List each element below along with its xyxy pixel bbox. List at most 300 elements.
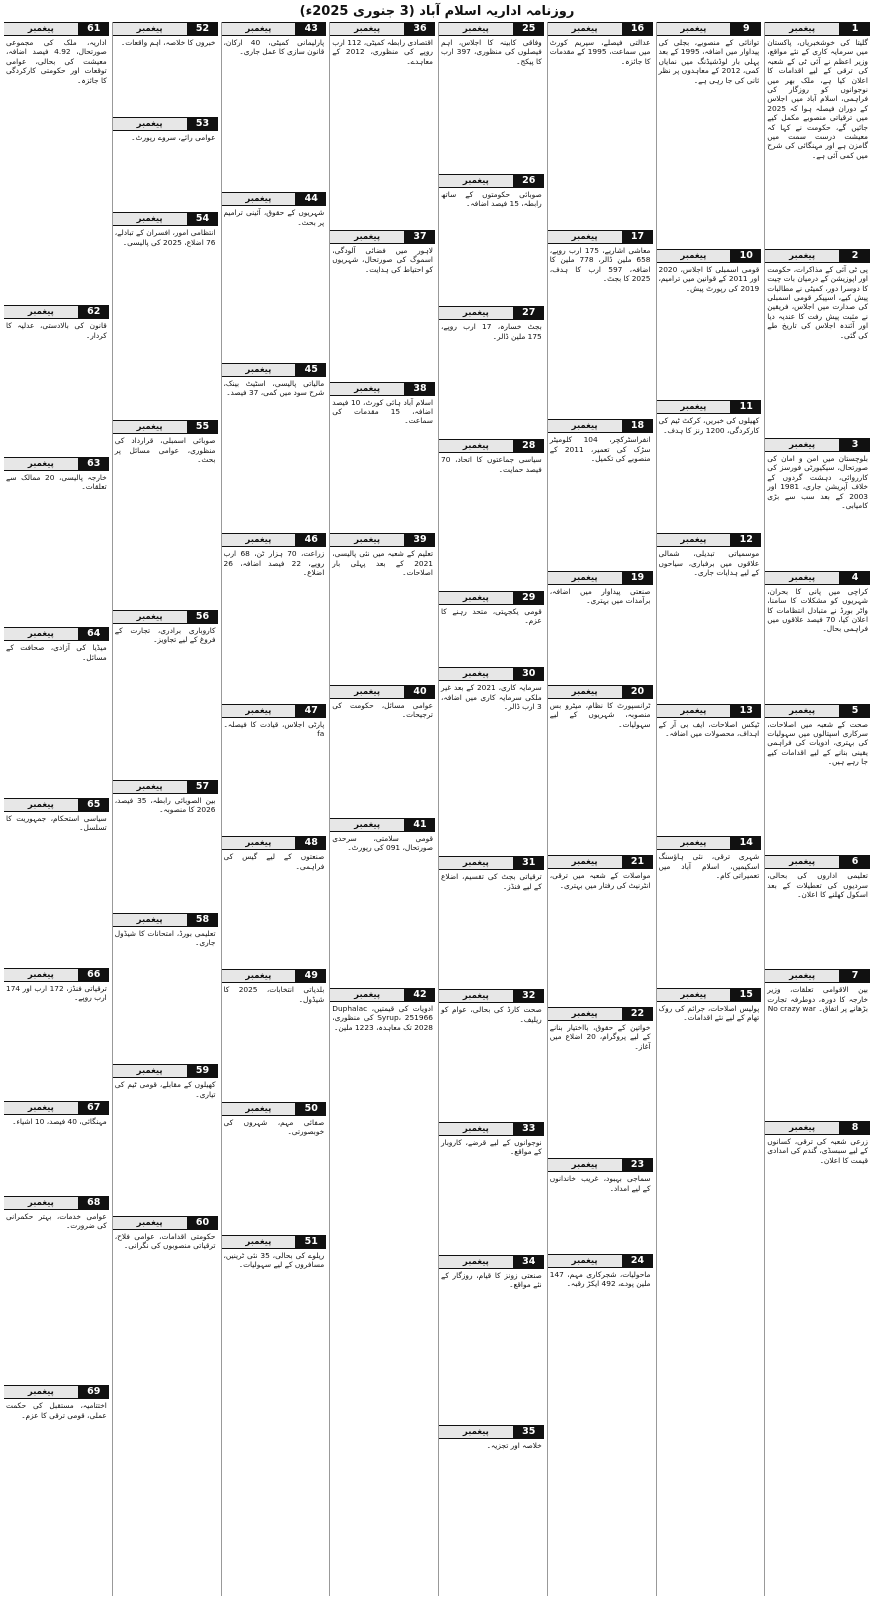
item-body-text: عوامی مسائل، حکومت کی ترجیحات۔ — [332, 700, 433, 720]
item-label: پیغمبر — [222, 192, 297, 206]
item-body-text: سرمایہ کاری، 2021 کے بعد غیر ملکی سرمایہ کاری میں اضافہ، 3 ارب ڈالر۔ — [441, 683, 542, 711]
item-label: پیغمبر — [4, 457, 79, 471]
item-number: 18 — [623, 419, 653, 433]
item-body-text: خلاصہ اور تجزیہ۔ — [486, 1441, 542, 1451]
item-label: پیغمبر — [439, 989, 514, 1003]
item-header — [330, 382, 435, 396]
news-item — [657, 988, 762, 1136]
news-item — [4, 457, 109, 623]
news-item — [330, 230, 435, 378]
news-item — [439, 856, 544, 985]
item-number: 11 — [731, 400, 761, 414]
news-item — [330, 533, 435, 681]
item-label: پیغمبر — [439, 1425, 514, 1439]
item-number: 57 — [188, 780, 218, 794]
news-item — [222, 1102, 327, 1231]
item-number: 25 — [514, 22, 544, 36]
item-label: پیغمبر — [657, 704, 732, 718]
item-label: پیغمبر — [765, 438, 840, 452]
item-body-text: کاروباری برادری، تجارت کے فروغ کے لیے تجاویز۔ — [114, 625, 216, 644]
item-body-text: عدالتی فیصلے، سپریم کورٹ میں سماعت، 1995 کے مقدمات کا جائزہ۔ — [549, 38, 651, 66]
column — [438, 22, 544, 1596]
news-item — [548, 1254, 653, 1383]
news-item — [439, 174, 544, 303]
item-body-text: ماحولیات، شجرکاری مہم، 147 ملین پودے، 492 ایکڑ رقبہ۔ — [549, 1269, 651, 1288]
item-number: 59 — [188, 1064, 218, 1078]
news-item — [4, 1101, 109, 1192]
item-header — [765, 571, 870, 585]
news-item — [113, 22, 218, 113]
item-header — [548, 1158, 653, 1172]
item-number: 14 — [731, 836, 761, 850]
news-item — [765, 249, 870, 434]
item-label: پیغمبر — [113, 1216, 188, 1230]
news-item — [657, 533, 762, 699]
item-header — [765, 438, 870, 452]
item-header — [548, 419, 653, 433]
item-number: 5 — [840, 704, 870, 718]
item-number: 10 — [731, 249, 761, 263]
item-label: پیغمبر — [330, 818, 405, 832]
news-item — [330, 988, 435, 1211]
news-item — [765, 22, 870, 245]
item-label: پیغمبر — [4, 1385, 79, 1399]
news-item — [657, 836, 762, 984]
item-label: پیغمبر — [657, 533, 732, 547]
item-number: 3 — [840, 438, 870, 452]
item-number: 37 — [405, 230, 435, 244]
item-body-text: میڈیا کی آزادی، صحافت کے مسائل۔ — [6, 643, 107, 662]
item-body-text: اختتامیہ، مستقبل کی حکمت عملی، قومی ترقی کا عزم۔ — [6, 1401, 107, 1420]
item-header — [113, 1216, 218, 1230]
item-label: پیغمبر — [765, 249, 840, 263]
item-label: پیغمبر — [4, 22, 79, 36]
news-item — [222, 22, 327, 188]
column — [112, 22, 218, 1596]
item-number: 48 — [296, 836, 326, 850]
item-body-text: بین الاقوامی تعلقات، وزیر خارجہ کا دورہ، دوطرفہ تجارت بڑھانے پر اتفاق۔ No crazy war — [767, 985, 868, 1013]
news-item — [657, 400, 762, 529]
column — [764, 22, 870, 1596]
news-item — [439, 989, 544, 1118]
item-label: پیغمبر — [330, 988, 405, 1002]
item-header — [657, 836, 762, 850]
item-body-text: بلوچستان میں امن و امان کی صورتحال، سیکیورٹی فورسز کی کارروائی، دہشت گردوں کے خلاف آپریشن جاری، 1981 اور 2003 کے بعد سب سے بڑی کامیابی۔ — [767, 453, 868, 511]
item-label: پیغمبر — [765, 22, 840, 36]
item-number: 62 — [79, 305, 109, 319]
news-item — [4, 305, 109, 453]
item-header — [4, 22, 109, 36]
item-label: پیغمبر — [548, 230, 623, 244]
item-body-text: بین الصوبائی رابطہ، 35 فیصد، 2026 کا منصوبہ۔ — [114, 795, 216, 815]
news-item — [548, 855, 653, 1003]
item-number: 29 — [514, 591, 544, 605]
item-number: 42 — [405, 988, 435, 1002]
item-header — [765, 22, 870, 36]
item-header — [113, 117, 218, 131]
item-body-text: عوامی خدمات، بہتر حکمرانی کی ضرورت۔ — [6, 1211, 107, 1231]
item-header — [4, 305, 109, 319]
item-number: 60 — [188, 1216, 218, 1230]
item-number: 64 — [79, 627, 109, 641]
item-label: پیغمبر — [548, 1007, 623, 1021]
news-item — [548, 419, 653, 567]
news-item — [657, 22, 762, 245]
news-item — [765, 438, 870, 567]
news-item — [439, 1122, 544, 1251]
item-body-text: شہریوں کے حقوق، آئینی ترامیم پر بحث۔ — [223, 208, 325, 227]
item-header — [439, 1425, 544, 1439]
item-body-text: وفاقی کابینہ کا اجلاس، اہم فیصلوں کی منظوری، 397 ارب کا پیکج۔ — [441, 38, 542, 66]
item-body-text: سماجی بہبود، غریب خاندانوں کے لیے امداد۔ — [549, 1174, 651, 1193]
news-item — [548, 571, 653, 681]
news-item — [548, 22, 653, 226]
item-body-text: صوبائی حکومتوں کے ساتھ رابطہ، 15 فیصد اضافہ۔ — [441, 189, 542, 208]
item-number: 41 — [405, 818, 435, 832]
news-item — [439, 439, 544, 587]
item-header — [548, 855, 653, 869]
item-number: 54 — [188, 212, 218, 226]
news-item — [222, 533, 327, 699]
item-number: 39 — [405, 533, 435, 547]
item-header — [765, 1121, 870, 1135]
item-number: 58 — [188, 913, 218, 927]
item-number: 23 — [623, 1158, 653, 1172]
item-number: 4 — [840, 571, 870, 585]
item-body-text: موسمیاتی تبدیلی، شمالی علاقوں میں برفباری، سیاحوں کے لیے ہدایات جاری۔ — [658, 549, 760, 577]
item-number: 30 — [514, 667, 544, 681]
item-label: پیغمبر — [657, 249, 732, 263]
item-body-text: صفائی مہم، شہروں کی خوبصورتی۔ — [223, 1117, 325, 1137]
item-number: 45 — [296, 363, 326, 377]
item-number: 22 — [623, 1007, 653, 1021]
item-header — [657, 533, 762, 547]
item-header — [4, 1101, 109, 1115]
news-item — [222, 704, 327, 833]
item-body-text: پارلیمانی کمیٹی، 40 ارکان، قانون سازی کا عمل جاری۔ — [223, 38, 325, 57]
item-label: پیغمبر — [222, 704, 297, 718]
item-number: 38 — [405, 382, 435, 396]
item-body-text: زراعت، 70 ہزار ٹن، 68 ارب روپے، 22 فیصد اضافہ، 26 اضلاع۔ — [223, 549, 325, 577]
item-header — [330, 818, 435, 832]
item-label: پیغمبر — [657, 22, 732, 36]
item-body-text: صنعتی پیداوار میں اضافہ، برآمدات میں بہتری۔ — [549, 586, 651, 606]
column — [547, 22, 653, 1596]
item-body-text: تعلیم کے شعبہ میں نئی پالیسی، 2021 کے بعد پہلی بار اصلاحات۔ — [332, 549, 433, 577]
item-body-text: صحت کے شعبہ میں اصلاحات، سرکاری اسپتالوں میں سہولیات کی بہتری، ادویات کی فراہمی یقینی بنانے کے لیے اقدامات کیے جا رہے ہیں۔ — [767, 719, 868, 767]
item-body-text: سیاسی جماعتوں کا اتحاد، 70 فیصد حمایت۔ — [441, 455, 542, 474]
item-label: پیغمبر — [548, 685, 623, 699]
item-body-text: انفراسٹرکچر، 104 کلومیٹر سڑک کی تعمیر، 2011 کے منصوبے کی تکمیل۔ — [549, 435, 651, 463]
item-label: پیغمبر — [765, 969, 840, 983]
item-number: 49 — [296, 969, 326, 983]
item-number: 6 — [840, 855, 870, 869]
item-label: پیغمبر — [222, 969, 297, 983]
item-body-text: قومی سلامتی، سرحدی صورتحال، 091 کی رپورٹ۔ — [332, 833, 433, 852]
item-body-text: لاہور میں فضائی آلودگی، اسموگ کی صورتحال، شہریوں کو احتیاط کی ہدایت۔ — [332, 246, 433, 274]
item-label: پیغمبر — [765, 855, 840, 869]
item-body-text: صنعتی زونز کا قیام، روزگار کے نئے مواقع۔ — [441, 1270, 542, 1290]
item-body-text: نوجوانوں کے لیے قرضے، کاروبار کے مواقع۔ — [441, 1137, 542, 1157]
item-header — [113, 780, 218, 794]
item-body-text: تعلیمی بورڈ، امتحانات کا شیڈول جاری۔ — [114, 928, 216, 948]
news-item — [222, 363, 327, 529]
item-header — [4, 1196, 109, 1210]
item-header — [330, 988, 435, 1002]
item-number: 28 — [514, 439, 544, 453]
news-item — [765, 571, 870, 700]
item-body-text: خبروں کا خلاصہ، اہم واقعات۔ — [120, 38, 216, 47]
item-label: پیغمبر — [222, 1235, 297, 1249]
item-body-text: معاشی اشاریے، 175 ارب روپے، 658 ملین ڈالر، 778 ملین کا اضافہ، 597 ارب کا ہدف، 2025 کا بجٹ۔ — [549, 246, 651, 284]
news-item — [113, 610, 218, 776]
item-number: 15 — [731, 988, 761, 1002]
item-label: پیغمبر — [330, 230, 405, 244]
news-item — [113, 420, 218, 605]
item-number: 19 — [623, 571, 653, 585]
news-item — [765, 704, 870, 852]
item-number: 8 — [840, 1121, 870, 1135]
item-body-text: بلدیاتی انتخابات، 2025 کا شیڈول۔ — [223, 985, 325, 1004]
news-item — [765, 1121, 870, 1269]
news-item — [657, 704, 762, 833]
item-number: 16 — [623, 22, 653, 36]
item-number: 21 — [623, 855, 653, 869]
news-item — [439, 1255, 544, 1421]
item-header — [113, 22, 218, 36]
item-number: 67 — [79, 1101, 109, 1115]
item-number: 63 — [79, 457, 109, 471]
news-item — [657, 249, 762, 397]
item-number: 52 — [188, 22, 218, 36]
item-header — [330, 230, 435, 244]
item-body-text: ٹرانسپورٹ کا نظام، میٹرو بس منصوبہ، شہریوں کے لیے سہولیات۔ — [549, 700, 651, 729]
news-item — [113, 117, 218, 208]
item-body-text: صوبائی اسمبلی، قرارداد کی منظوری، عوامی مسائل پر بحث۔ — [114, 436, 216, 465]
item-label: پیغمبر — [113, 420, 188, 434]
item-header — [765, 855, 870, 869]
news-item — [439, 1425, 544, 1479]
item-header — [548, 1254, 653, 1268]
item-number: 1 — [840, 22, 870, 36]
item-label: پیغمبر — [765, 571, 840, 585]
item-label: پیغمبر — [330, 22, 405, 36]
item-number: 66 — [79, 968, 109, 982]
item-header — [330, 685, 435, 699]
item-body-text: سیاسی استحکام، جمہوریت کا تسلسل۔ — [6, 813, 107, 832]
item-number: 40 — [405, 685, 435, 699]
item-header — [439, 989, 544, 1003]
item-body-text: گلیتا کی خوشخبریاں، پاکستان میں سرمایہ کاری کے نئے مواقع، وزیر اعظم نے آئی ٹی کے شعبہ کی ترقی کے لیے اقدامات کا اعلان کیا ہے، ملک بھر میں نوجوانوں کو روزگار کی فراہمی، اسلام آباد میں اجلاس کے دوران فیصلہ ہوا کہ 2025 میں ترقیاتی منصوبے مکمل کیے جائیں گے، حکومت نے کہا کہ معیشت درست سمت میں گامزن ہے اور مہنگائی کی شرح میں کمی آئی ہے۔ — [767, 38, 868, 160]
item-number: 24 — [623, 1254, 653, 1268]
item-body-text: ترقیاتی بجٹ کی تقسیم، اضلاع کے لیے فنڈز۔ — [441, 872, 542, 891]
item-body-text: صنعتوں کے لیے گیس کی فراہمی۔ — [223, 852, 325, 871]
item-body-text: قانون کی بالادستی، عدلیہ کا کردار۔ — [6, 321, 107, 340]
item-body-text: پارٹی اجلاس، قیادت کا فیصلہ۔ fa — [223, 719, 325, 738]
item-header — [222, 704, 327, 718]
item-number: 17 — [623, 230, 653, 244]
item-header — [548, 571, 653, 585]
item-label: پیغمبر — [113, 913, 188, 927]
news-item — [222, 1235, 327, 1420]
item-header — [765, 704, 870, 718]
item-body-text: زرعی شعبہ کی ترقی، کسانوں کے لیے سبسڈی، گندم کی امدادی قیمت کا اعلان۔ — [767, 1136, 868, 1165]
item-header — [113, 913, 218, 927]
item-body-text: صحت کارڈ کی بحالی، عوام کو ریلیف۔ — [441, 1005, 542, 1024]
item-header — [439, 667, 544, 681]
item-header — [548, 1007, 653, 1021]
item-number: 27 — [514, 306, 544, 320]
item-body-text: قومی اسمبلی کا اجلاس، 2020 اور 2011 کے قوانین میں ترامیم، 2019 کی رپورٹ پیش۔ — [658, 264, 760, 293]
item-label: پیغمبر — [113, 212, 188, 226]
item-label: پیغمبر — [4, 627, 79, 641]
item-label: پیغمبر — [439, 439, 514, 453]
item-label: پیغمبر — [439, 591, 514, 605]
news-item — [113, 1216, 218, 1439]
column — [221, 22, 327, 1596]
item-header — [548, 230, 653, 244]
item-header — [330, 22, 435, 36]
column — [329, 22, 435, 1596]
item-body-text: اقتصادی رابطہ کمیٹی، 112 ارب روپے کی منظوری، 2012 کے معاہدے۔ — [332, 38, 434, 66]
item-body-text: کھیلوں کے مقابلے، قومی ٹیم کی تیاری۔ — [114, 1080, 216, 1099]
item-number: 35 — [514, 1425, 544, 1439]
item-body-text: ٹیکس اصلاحات، ایف بی آر کے اہداف، محصولات میں اضافہ۔ — [658, 719, 760, 738]
item-number: 2 — [840, 249, 870, 263]
news-item — [113, 212, 218, 416]
item-label: پیغمبر — [439, 306, 514, 320]
item-header — [222, 22, 327, 36]
item-number: 46 — [296, 533, 326, 547]
item-body-text: توانائی کے منصوبے، بجلی کی پیداوار میں اضافہ، 1995 کے بعد پہلی بار لوڈشیڈنگ میں نمایاں کمی، 2012 کے معاہدوں پر نظر ثانی کی جا رہی ہے۔ — [658, 38, 760, 85]
news-item — [330, 818, 435, 984]
news-item — [4, 1196, 109, 1381]
item-label: پیغمبر — [113, 1064, 188, 1078]
item-header — [657, 988, 762, 1002]
item-number: 32 — [514, 989, 544, 1003]
item-label: پیغمبر — [330, 533, 405, 547]
item-body-text: ترقیاتی فنڈز، 172 ارب اور 174 ارب روپے۔ — [6, 983, 107, 1003]
item-header — [765, 249, 870, 263]
item-header — [657, 249, 762, 263]
item-number: 43 — [296, 22, 326, 36]
item-label: پیغمبر — [4, 798, 79, 812]
item-body-text: حکومتی اقدامات، عوامی فلاح، ترقیاتی منصوبوں کی نگرانی۔ — [114, 1231, 216, 1251]
item-label: پیغمبر — [765, 704, 840, 718]
news-item — [113, 1064, 218, 1212]
item-label: پیغمبر — [330, 685, 405, 699]
news-item — [222, 192, 327, 358]
item-label: پیغمبر — [222, 836, 297, 850]
item-number: 51 — [296, 1235, 326, 1249]
item-label: پیغمبر — [222, 1102, 297, 1116]
item-label: پیغمبر — [330, 382, 405, 396]
item-header — [439, 439, 544, 453]
item-label: پیغمبر — [113, 22, 188, 36]
item-body-text: کراچی میں پانی کا بحران، شہریوں کو مشکلات کا سامنا، واٹر بورڈ نے متبادل انتظامات کا اعلان کیا، 70 فیصد علاقوں میں فراہمی بحال۔ — [767, 586, 868, 634]
item-header — [657, 400, 762, 414]
item-header — [113, 212, 218, 226]
item-label: پیغمبر — [765, 1121, 840, 1135]
news-item — [222, 969, 327, 1098]
item-number: 7 — [840, 969, 870, 983]
item-header — [439, 306, 544, 320]
item-body-text: عوامی رائے، سروے رپورٹ۔ — [131, 133, 216, 143]
item-body-text: مواصلات کے شعبہ میں ترقی، انٹرنیٹ کی رفتار میں بہتری۔ — [549, 871, 651, 890]
item-label: پیغمبر — [657, 836, 732, 850]
item-label: پیغمبر — [439, 1255, 514, 1269]
item-label: پیغمبر — [548, 571, 623, 585]
item-header — [222, 1102, 327, 1116]
item-header — [548, 22, 653, 36]
news-item — [113, 913, 218, 1061]
news-item — [330, 22, 435, 226]
item-number: 65 — [79, 798, 109, 812]
item-header — [222, 192, 327, 206]
item-header — [222, 363, 327, 377]
item-header — [4, 457, 109, 471]
item-label: پیغمبر — [439, 667, 514, 681]
item-number: 26 — [514, 174, 544, 188]
item-header — [439, 856, 544, 870]
item-number: 12 — [731, 533, 761, 547]
item-number: 31 — [514, 856, 544, 870]
column — [656, 22, 762, 1596]
item-number: 44 — [296, 192, 326, 206]
item-body-text: ادویات کی قیمتیں، Duphalac Syrup، 251966 کی منظوری، 2028 تک معاہدہ، 1223 ملین۔ — [332, 1003, 433, 1032]
item-number: 53 — [188, 117, 218, 131]
item-header — [222, 969, 327, 983]
item-header — [4, 1385, 109, 1399]
news-item — [439, 306, 544, 435]
item-body-text: مہنگائی، 40 فیصد، 10 اشیاء۔ — [12, 1116, 107, 1126]
item-label: پیغمبر — [113, 610, 188, 624]
item-body-text: مالیاتی پالیسی، اسٹیٹ بینک، شرح سود میں کمی، 37 فیصد۔ — [223, 378, 325, 398]
item-header — [765, 969, 870, 983]
item-header — [222, 1235, 327, 1249]
item-label: پیغمبر — [548, 419, 623, 433]
news-item — [222, 836, 327, 965]
masthead-title: روزنامہ اداریہ اسلام آباد (3 جنوری 2025ء) — [299, 3, 575, 19]
news-item — [548, 685, 653, 851]
news-item — [4, 627, 109, 793]
item-header — [439, 1255, 544, 1269]
item-label: پیغمبر — [4, 1101, 79, 1115]
item-header — [439, 22, 544, 36]
item-label: پیغمبر — [4, 305, 79, 319]
item-header — [4, 798, 109, 812]
news-item — [439, 22, 544, 170]
item-body-text: بجٹ خسارہ، 17 ارب روپے، 175 ملین ڈالر۔ — [441, 322, 542, 341]
news-item — [330, 685, 435, 814]
item-label: پیغمبر — [657, 400, 732, 414]
news-item — [765, 855, 870, 965]
news-item — [4, 968, 109, 1097]
item-header — [439, 591, 544, 605]
news-item — [4, 1385, 109, 1589]
item-number: 56 — [188, 610, 218, 624]
item-header — [113, 1064, 218, 1078]
item-number: 61 — [79, 22, 109, 36]
item-body-text: ریلوے کی بحالی، 35 نئی ٹرینیں، مسافروں کے لیے سہولیات۔ — [223, 1250, 325, 1270]
item-number: 69 — [79, 1385, 109, 1399]
news-item — [113, 780, 218, 909]
news-item — [765, 969, 870, 1117]
item-number: 33 — [514, 1122, 544, 1136]
item-number: 68 — [79, 1196, 109, 1210]
item-body-text: خواتین کے حقوق، بااختیار بنانے کے لیے پروگرام، 20 اضلاع میں آغاز۔ — [549, 1022, 651, 1051]
item-label: پیغمبر — [548, 22, 623, 36]
